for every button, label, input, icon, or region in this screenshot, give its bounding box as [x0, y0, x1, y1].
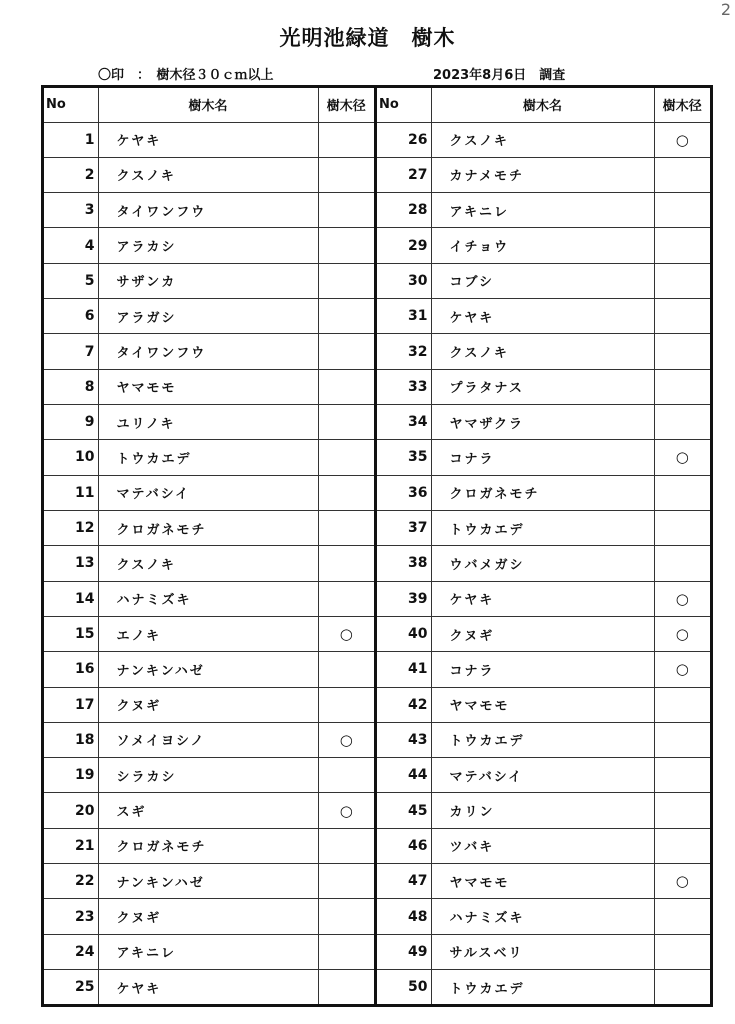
table-row	[44, 828, 374, 863]
tree-number: 31	[377, 299, 431, 334]
diameter-mark: ○	[654, 581, 710, 616]
tree-name: ツバキ	[431, 828, 654, 863]
table-row	[377, 546, 710, 581]
table-row	[377, 616, 710, 651]
tree-table-left-grid	[44, 88, 374, 1004]
tree-table-left	[44, 88, 377, 1004]
tree-name: タイワンフウ	[98, 193, 318, 228]
tree-name: ケヤキ	[98, 122, 318, 157]
diameter-mark: ○	[654, 616, 710, 651]
table-row	[377, 157, 710, 192]
tree-number: 35	[377, 440, 431, 475]
tree-name: ヤマモモ	[431, 864, 654, 899]
tree-name: カリン	[431, 793, 654, 828]
table-row	[377, 440, 710, 475]
tree-number: 22	[44, 864, 98, 899]
table-row	[377, 228, 710, 263]
tree-name: ケヤキ	[431, 299, 654, 334]
diameter-mark	[318, 263, 374, 298]
table-row	[44, 970, 374, 1005]
header-diameter: 樹木径	[654, 88, 710, 122]
table-row	[44, 722, 374, 757]
table-row	[377, 263, 710, 298]
tree-number: 49	[377, 934, 431, 969]
table-row	[44, 546, 374, 581]
table-row	[44, 793, 374, 828]
tree-number: 34	[377, 405, 431, 440]
diameter-mark	[318, 193, 374, 228]
diameter-mark	[654, 475, 710, 510]
table-row	[44, 510, 374, 545]
tree-number: 8	[44, 369, 98, 404]
diameter-mark	[318, 228, 374, 263]
tree-number: 26	[377, 122, 431, 157]
table-row	[377, 828, 710, 863]
table-row	[44, 157, 374, 192]
tree-name: トウカエデ	[98, 440, 318, 475]
tree-number: 7	[44, 334, 98, 369]
table-row	[377, 793, 710, 828]
tree-name: カナメモチ	[431, 157, 654, 192]
table-row	[377, 299, 710, 334]
table-row	[44, 687, 374, 722]
tree-name: ヤマモモ	[431, 687, 654, 722]
tree-name: クスノキ	[431, 122, 654, 157]
tree-name: トウカエデ	[431, 510, 654, 545]
table-row	[377, 193, 710, 228]
table-row	[377, 652, 710, 687]
tree-name: クヌギ	[431, 616, 654, 651]
diameter-mark	[318, 934, 374, 969]
tree-number: 17	[44, 687, 98, 722]
table-row	[44, 299, 374, 334]
tree-name: クヌギ	[98, 687, 318, 722]
tree-number: 14	[44, 581, 98, 616]
header-tree-name: 樹木名	[98, 88, 318, 122]
tree-number: 33	[377, 369, 431, 404]
header-diameter: 樹木径	[318, 88, 374, 122]
table-row	[44, 864, 374, 899]
tree-name: アキニレ	[431, 193, 654, 228]
tree-number: 3	[44, 193, 98, 228]
table-row	[377, 970, 710, 1005]
tree-number: 43	[377, 722, 431, 757]
tree-name: トウカエデ	[431, 722, 654, 757]
diameter-mark	[318, 122, 374, 157]
header-tree-name: 樹木名	[431, 88, 654, 122]
tree-name: ハナミズキ	[431, 899, 654, 934]
tree-name: コナラ	[431, 440, 654, 475]
tree-name: ソメイヨシノ	[98, 722, 318, 757]
diameter-mark	[654, 899, 710, 934]
diameter-mark	[318, 334, 374, 369]
tree-name: イチョウ	[431, 228, 654, 263]
table-row	[377, 122, 710, 157]
tree-number: 42	[377, 687, 431, 722]
legend-note: 〇印 ： 樹木径３０ｃｍ以上	[98, 68, 274, 83]
tree-name: タイワンフウ	[98, 334, 318, 369]
diameter-mark	[318, 299, 374, 334]
tree-name: ウバメガシ	[431, 546, 654, 581]
tree-name: クロガネモチ	[431, 475, 654, 510]
tree-name: アキニレ	[98, 934, 318, 969]
table-row	[44, 334, 374, 369]
tree-number: 28	[377, 193, 431, 228]
tree-number: 45	[377, 793, 431, 828]
table-row	[44, 616, 374, 651]
tree-number: 13	[44, 546, 98, 581]
diameter-mark	[654, 722, 710, 757]
tree-name: クスノキ	[431, 334, 654, 369]
tree-number: 12	[44, 510, 98, 545]
tree-name: コナラ	[431, 652, 654, 687]
table-row	[44, 581, 374, 616]
tree-name: クロガネモチ	[98, 510, 318, 545]
diameter-mark	[654, 793, 710, 828]
table-row	[44, 193, 374, 228]
diameter-mark	[654, 299, 710, 334]
tree-name: クスノキ	[98, 157, 318, 192]
tree-name: ナンキンハゼ	[98, 652, 318, 687]
tree-number: 37	[377, 510, 431, 545]
diameter-mark	[654, 263, 710, 298]
table-row	[377, 510, 710, 545]
tree-name: アラガシ	[98, 299, 318, 334]
survey-date: 2023年8月6日 調査	[433, 68, 566, 83]
tree-name: アラカシ	[98, 228, 318, 263]
tree-name: ハナミズキ	[98, 581, 318, 616]
tree-name: シラカシ	[98, 758, 318, 793]
diameter-mark	[654, 687, 710, 722]
table-row	[377, 405, 710, 440]
diameter-mark: ○	[318, 722, 374, 757]
tree-number: 40	[377, 616, 431, 651]
table-row	[44, 934, 374, 969]
tree-number: 38	[377, 546, 431, 581]
tree-name: サザンカ	[98, 263, 318, 298]
diameter-mark: ○	[318, 793, 374, 828]
diameter-mark	[654, 970, 710, 1005]
tree-number: 6	[44, 299, 98, 334]
tree-name: プラタナス	[431, 369, 654, 404]
tree-number: 15	[44, 616, 98, 651]
diameter-mark	[654, 334, 710, 369]
tree-name: ヤマモモ	[98, 369, 318, 404]
table-row	[44, 440, 374, 475]
diameter-mark	[318, 758, 374, 793]
diameter-mark	[318, 687, 374, 722]
diameter-mark	[318, 440, 374, 475]
diameter-mark	[318, 581, 374, 616]
left-rows	[44, 122, 374, 1004]
tree-number: 50	[377, 970, 431, 1005]
diameter-mark: ○	[654, 440, 710, 475]
table-row	[377, 899, 710, 934]
tree-number: 21	[44, 828, 98, 863]
tree-number: 20	[44, 793, 98, 828]
table-row	[377, 369, 710, 404]
diameter-mark	[318, 157, 374, 192]
tree-number: 10	[44, 440, 98, 475]
tree-name: ケヤキ	[98, 970, 318, 1005]
diameter-mark	[318, 405, 374, 440]
tree-table-right	[377, 88, 710, 1004]
tree-number: 4	[44, 228, 98, 263]
tree-name: ケヤキ	[431, 581, 654, 616]
table-row	[44, 228, 374, 263]
table-row	[44, 405, 374, 440]
tree-number: 2	[44, 157, 98, 192]
page-number: 2	[720, 0, 731, 19]
tree-name: クヌギ	[98, 899, 318, 934]
diameter-mark	[654, 369, 710, 404]
table-row	[377, 581, 710, 616]
tree-number: 30	[377, 263, 431, 298]
tree-name: スギ	[98, 793, 318, 828]
page-title: 光明池緑道 樹木	[279, 26, 456, 50]
tree-name: ユリノキ	[98, 405, 318, 440]
diameter-mark	[654, 193, 710, 228]
tree-name: マテバシイ	[431, 758, 654, 793]
diameter-mark: ○	[654, 652, 710, 687]
table-row	[44, 263, 374, 298]
table-row	[377, 475, 710, 510]
tree-number: 27	[377, 157, 431, 192]
diameter-mark	[318, 546, 374, 581]
tree-table	[41, 85, 713, 1007]
table-row	[44, 475, 374, 510]
tree-number: 39	[377, 581, 431, 616]
tree-name: クロガネモチ	[98, 828, 318, 863]
table-row	[44, 122, 374, 157]
diameter-mark	[654, 934, 710, 969]
tree-name: トウカエデ	[431, 970, 654, 1005]
header-no: No	[44, 88, 98, 122]
tree-number: 41	[377, 652, 431, 687]
tree-name: コブシ	[431, 263, 654, 298]
diameter-mark	[654, 157, 710, 192]
tree-name: マテバシイ	[98, 475, 318, 510]
diameter-mark	[654, 828, 710, 863]
diameter-mark	[654, 510, 710, 545]
tree-number: 46	[377, 828, 431, 863]
tree-name: ヤマザクラ	[431, 405, 654, 440]
table-row	[44, 758, 374, 793]
tree-number: 24	[44, 934, 98, 969]
table-row	[377, 687, 710, 722]
table-row	[44, 369, 374, 404]
right-rows	[377, 122, 710, 1004]
table-row	[377, 864, 710, 899]
table-row	[377, 722, 710, 757]
diameter-mark	[654, 758, 710, 793]
tree-number: 5	[44, 263, 98, 298]
diameter-mark	[318, 652, 374, 687]
diameter-mark: ○	[654, 864, 710, 899]
header-no: No	[377, 88, 431, 122]
tree-number: 19	[44, 758, 98, 793]
tree-number: 32	[377, 334, 431, 369]
tree-number: 11	[44, 475, 98, 510]
tree-number: 44	[377, 758, 431, 793]
table-row	[377, 334, 710, 369]
tree-number: 18	[44, 722, 98, 757]
tree-name: サルスベリ	[431, 934, 654, 969]
tree-number: 48	[377, 899, 431, 934]
tree-number: 16	[44, 652, 98, 687]
diameter-mark	[654, 405, 710, 440]
diameter-mark	[318, 510, 374, 545]
table-row	[377, 934, 710, 969]
tree-number: 29	[377, 228, 431, 263]
diameter-mark	[654, 228, 710, 263]
table-row	[377, 758, 710, 793]
table-row	[44, 899, 374, 934]
diameter-mark	[318, 369, 374, 404]
diameter-mark	[318, 970, 374, 1005]
diameter-mark	[318, 475, 374, 510]
tree-number: 47	[377, 864, 431, 899]
tree-number: 23	[44, 899, 98, 934]
diameter-mark: ○	[654, 122, 710, 157]
diameter-mark: ○	[318, 616, 374, 651]
table-row	[44, 652, 374, 687]
diameter-mark	[318, 828, 374, 863]
tree-table-right-grid	[377, 88, 710, 1004]
tree-name: クスノキ	[98, 546, 318, 581]
tree-number: 9	[44, 405, 98, 440]
tree-number: 36	[377, 475, 431, 510]
diameter-mark	[318, 899, 374, 934]
tree-name: エノキ	[98, 616, 318, 651]
tree-name: ナンキンハゼ	[98, 864, 318, 899]
diameter-mark	[318, 864, 374, 899]
tree-number: 1	[44, 122, 98, 157]
diameter-mark	[654, 546, 710, 581]
tree-number: 25	[44, 970, 98, 1005]
